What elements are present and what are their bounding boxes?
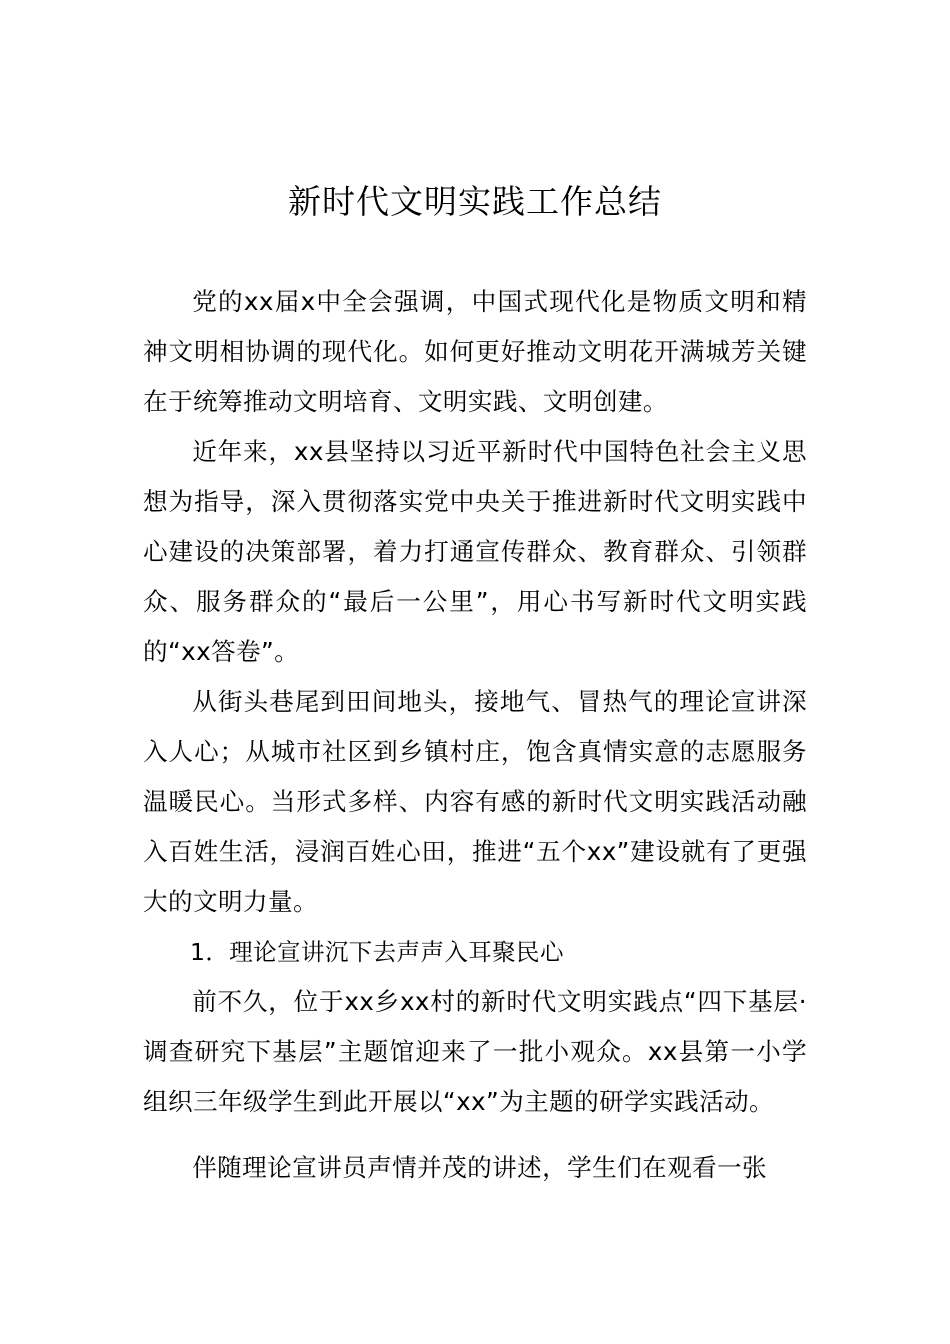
document-title: 新时代文明实践工作总结 [288,182,662,221]
paragraph-section1-b: 伴随理论宣讲员声情并茂的讲述，学生们在观看一张 [192,1153,768,1182]
paragraph-section1-a: 前不久，位于xx乡xx村的新时代文明实践点“四下基层·调查研究下基层”主题馆迎来了一批小观众。xx县第一小学组织三年级学生到此开展以“xx”为主题的研学实践活动。 [143,987,807,1116]
paragraph-overview: 从街头巷尾到田间地头，接地气、冒热气的理论宣讲深入人心；从城市社区到乡镇村庄，饱含真情实意的志愿服务温暖民心。当形式多样、内容有感的新时代文明实践活动融入百姓生活，浸润百姓心田，推进“五个xx”建设就有了更强大的文明力量。 [143,687,807,916]
paragraph-intro: 党的xx届x中全会强调，中国式现代化是物质文明和精神文明相协调的现代化。如何更好推动文明花开满城芳关键在于统筹推动文明培育、文明实践、文明创建。 [143,287,807,416]
paragraph-background: 近年来，xx县坚持以习近平新时代中国特色社会主义思想为指导，深入贯彻落实党中央关于推进新时代文明实践中心建设的决策部署，着力打通宣传群众、教育群众、引领群众、服务群众的“最后一公里”，用心书写新时代文明实践的“xx答卷”。 [143,437,807,666]
document-body [143,277,807,1193]
paragraph-spacer [143,1127,807,1143]
section-heading-1: 1．理论宣讲沉下去声声入耳聚民心 [190,938,564,966]
